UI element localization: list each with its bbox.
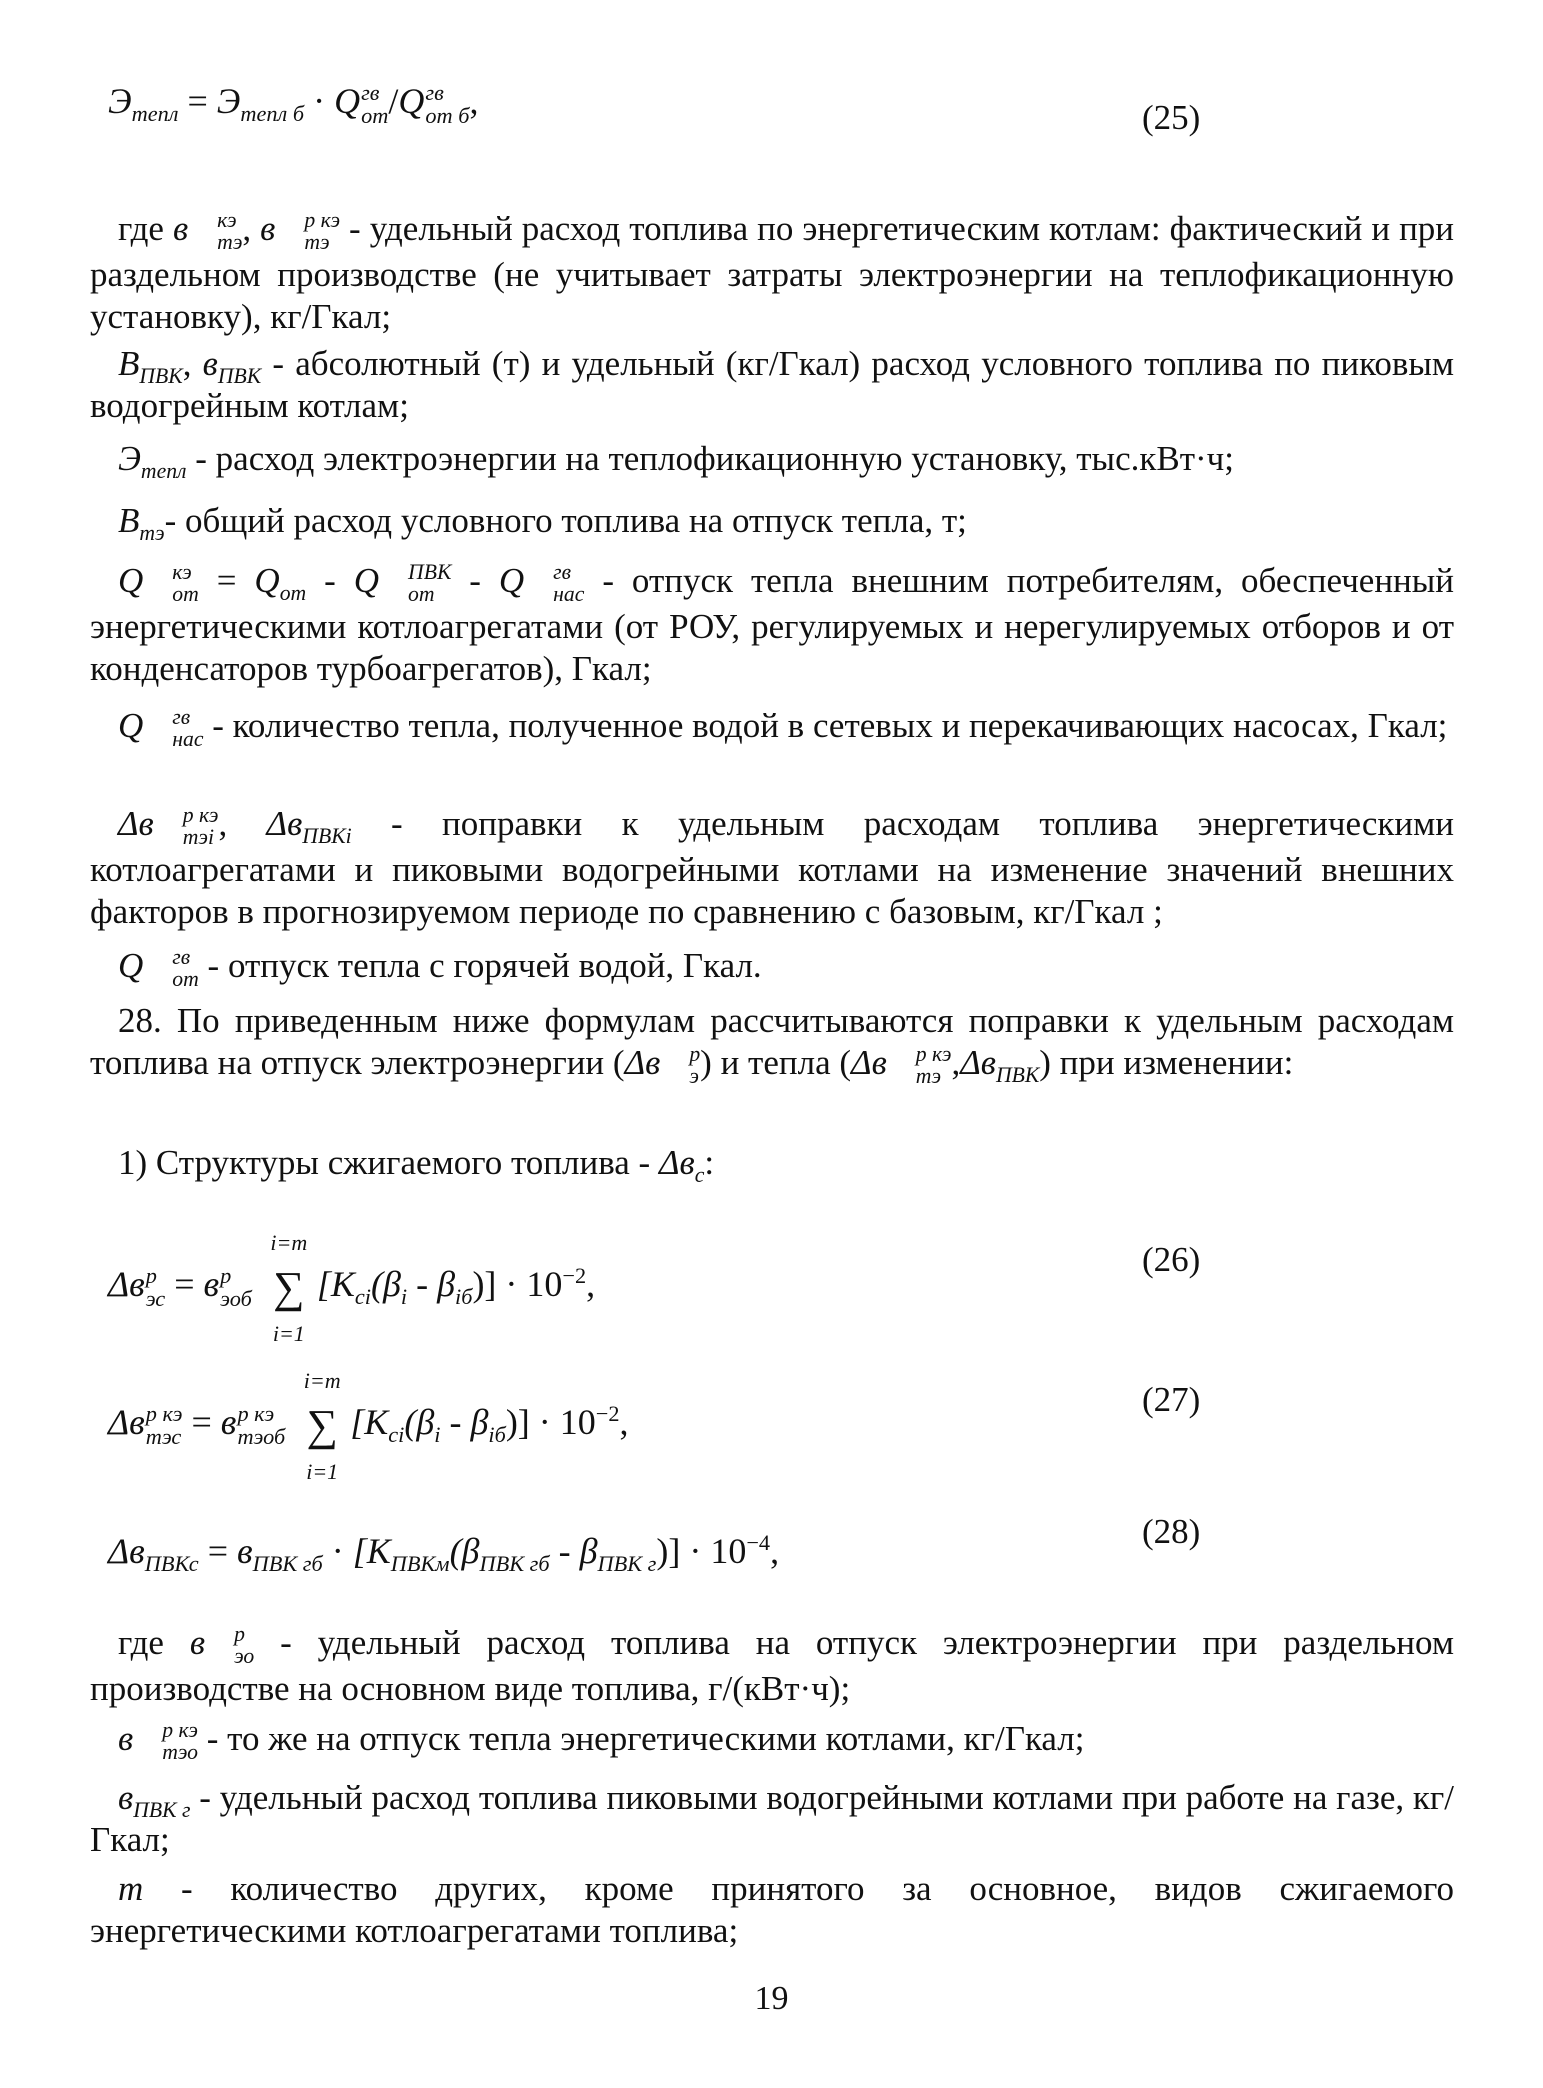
definition-paragraph: [90, 500, 1454, 545]
punctuation: ,: [242, 209, 252, 248]
superscript: р: [689, 1042, 701, 1067]
superscript: гв: [361, 80, 380, 106]
script-pair: [134, 1720, 198, 1763]
symbol: в: [172, 209, 189, 248]
operator: ·: [331, 1531, 344, 1571]
symbol: [K: [352, 1531, 391, 1571]
subscript: тэ: [304, 229, 330, 254]
definition-paragraph: [90, 945, 1454, 991]
subscript: с: [694, 1163, 705, 1187]
symbol: Δв: [624, 1043, 661, 1082]
equation-number-26: (26): [1142, 1240, 1201, 1279]
punctuation: ,: [218, 804, 228, 843]
text: где: [118, 209, 164, 248]
superscript: гв: [172, 945, 191, 970]
definition-text: - отпуск тепла с горячей водой, Гкал.: [207, 946, 762, 985]
symbol: в: [118, 1719, 134, 1758]
symbol: Q: [118, 946, 144, 985]
subscript: ПВКi: [302, 824, 352, 848]
symbol: β: [470, 1401, 489, 1442]
subscript: от: [172, 581, 199, 606]
subscript: ПВК гб: [479, 1551, 550, 1577]
symbol: Э: [216, 81, 241, 121]
superscript: р кэ: [237, 1401, 275, 1427]
subscript: ПВК г: [133, 1798, 191, 1822]
subscript: ПВК гб: [252, 1551, 323, 1577]
symbol: в: [237, 1531, 253, 1571]
definition-text: - удельный расход топлива пиковыми водогрейными котлами при работе на газе, кг/Гкал;: [90, 1778, 1455, 1859]
punctuation: ,: [182, 344, 192, 383]
superscript: ПВК: [408, 560, 452, 585]
superscript: гв: [172, 705, 191, 730]
definition-paragraph: [90, 1777, 1454, 1861]
definition-text: - отпуск тепла внешним потребителям, обеспеченный энергетическими котлоагрегатами (от РОУ, регулируемых и нерегулируемых отборов и от конденсаторов турбоагрегатов), Гкал;: [90, 561, 1455, 688]
script-pair: [206, 1624, 254, 1667]
equation-28: [108, 1530, 780, 1577]
symbol: (β: [404, 1401, 435, 1442]
symbol: в: [220, 1401, 237, 1442]
symbol: [K: [350, 1401, 389, 1442]
script-pair: [361, 82, 388, 127]
symbol: в: [118, 1778, 134, 1817]
sum-sign: ∑: [306, 1401, 338, 1450]
superscript: р кэ: [915, 1042, 952, 1067]
definition-paragraph: [90, 1868, 1454, 1952]
subscript: от: [279, 581, 307, 605]
definition-text: - расход электроэнергии на теплофикационную установку, тыс.кВт·ч;: [195, 439, 1234, 478]
operator: /: [388, 81, 399, 121]
definition-paragraph: [90, 1718, 1454, 1764]
symbol: Δв: [118, 804, 154, 843]
subscript: тепл: [131, 101, 179, 127]
equation-number-27: (27): [1142, 1380, 1201, 1419]
subscript: тэо: [162, 1739, 198, 1764]
symbol: β: [437, 1263, 456, 1304]
symbol: Δв: [658, 1143, 695, 1182]
script-pair: [144, 562, 199, 605]
section-28-paragraph: [90, 1000, 1454, 1088]
operator: -: [324, 561, 336, 600]
subscript: i: [434, 1421, 441, 1447]
bracket: )]: [505, 1401, 530, 1442]
sum-upper-limit: i=m: [303, 1368, 341, 1393]
punctuation: ,: [951, 1043, 961, 1082]
script-pair: [144, 707, 203, 750]
definition-text: - то же на отпуск тепла энергетическими котлами, кг/Гкал;: [206, 1719, 1085, 1758]
symbol: Q: [334, 81, 361, 121]
symbol: Q: [498, 561, 525, 600]
symbol: m: [118, 1869, 144, 1908]
subscript: iб: [455, 1283, 473, 1309]
bracket: )]: [656, 1531, 681, 1571]
subscript: сi: [354, 1283, 371, 1309]
definition-text: - количество тепла, полученное водой в сетевых и перекачивающих насосах, Гкал;: [212, 706, 1448, 745]
operator: =: [187, 81, 208, 121]
superscript: р кэ: [182, 803, 219, 828]
equation-26: [108, 1230, 596, 1346]
operator: =: [174, 1263, 195, 1304]
subscript: эс: [145, 1285, 166, 1311]
symbol: Q: [118, 561, 144, 600]
equation-27: [108, 1368, 629, 1484]
equation-25: [108, 80, 478, 127]
symbol: Э: [108, 81, 132, 121]
definition-paragraph: [90, 438, 1454, 483]
symbol: (β: [370, 1263, 401, 1304]
subscript: тэ: [217, 229, 243, 254]
symbol: Δв: [851, 1043, 887, 1082]
subscript: тепл: [140, 459, 187, 483]
superscript: р: [220, 1263, 232, 1289]
definition-paragraph: [90, 1622, 1454, 1710]
subscript: тэi: [182, 824, 214, 849]
subscript: э: [689, 1063, 699, 1088]
superscript: кэ: [172, 560, 192, 585]
symbol: Δв: [266, 804, 303, 843]
symbol: в: [202, 344, 218, 383]
exponent: −2: [562, 1262, 587, 1288]
definition-text: - абсолютный (т) и удельный (кг/Гкал) расход условного топлива по пиковым водогрейным котлам;: [90, 344, 1455, 425]
superscript: гв: [425, 80, 444, 106]
subscript: сi: [388, 1421, 405, 1447]
script-pair: [661, 1044, 700, 1087]
superscript: кэ: [217, 208, 237, 233]
operator: · 10: [689, 1531, 747, 1571]
summation: [294, 1368, 350, 1484]
symbol: Δв: [108, 1531, 145, 1571]
subscript: ПВКм: [390, 1551, 450, 1577]
symbol: Δв: [108, 1401, 145, 1442]
punctuation: ,: [770, 1531, 780, 1571]
superscript: р: [234, 1622, 245, 1647]
subscript: от: [361, 102, 389, 128]
symbol: Δв: [108, 1263, 145, 1304]
symbol: Q: [353, 561, 380, 600]
definition-text: - поправки к удельным расходам топлива энергетическими котлоагрегатами и пиковыми водогрейными котлами на изменение значений внешних факторов в прогнозируемом периоде по сравнению с базовым, кг/Гкал ;: [90, 804, 1455, 931]
exponent: −4: [746, 1530, 771, 1555]
script-pair: [155, 805, 219, 848]
subscript: ПВК: [139, 364, 183, 388]
subscript: тэ: [915, 1063, 942, 1088]
text: ) при изменении:: [1039, 1043, 1294, 1082]
operator: · 10: [505, 1263, 563, 1304]
symbol: Э: [118, 439, 141, 478]
subscript: тепл б: [240, 101, 305, 127]
equation-number-28: (28): [1142, 1512, 1201, 1551]
definition-paragraph: [90, 560, 1454, 690]
definition-paragraph: [90, 803, 1454, 933]
definition-text: - количество других, кроме принятого за основное, видов сжигаемого энергетическими котлоагрегатами топлива;: [90, 1869, 1454, 1950]
subscript: нас: [553, 581, 585, 606]
script-pair: [144, 947, 199, 990]
summation: [261, 1230, 317, 1346]
subscript: i: [400, 1283, 408, 1309]
operator: -: [469, 561, 481, 600]
operator: -: [449, 1401, 462, 1442]
punctuation: ,: [469, 81, 479, 121]
operator: ·: [313, 81, 326, 121]
superscript: р кэ: [145, 1401, 183, 1427]
equation-number-25: (25): [1142, 98, 1201, 137]
script-pair: [380, 562, 451, 605]
bracket: )]: [472, 1263, 497, 1304]
subscript: ПВКс: [144, 1551, 199, 1577]
definition-paragraph: [90, 343, 1454, 427]
symbol: (β: [449, 1531, 480, 1571]
script-pair: [146, 1403, 183, 1448]
script-pair: [237, 1403, 285, 1448]
symbol: В: [118, 344, 140, 383]
sum-lower-limit: i=1: [306, 1459, 339, 1484]
text: ) и тепла (: [700, 1043, 852, 1082]
superscript: р: [145, 1263, 157, 1289]
sum-sign: ∑: [273, 1263, 305, 1312]
operator: =: [216, 561, 237, 600]
text: 1) Структуры сжигаемого топлива -: [118, 1143, 651, 1182]
definition-text: - удельный расход топлива на отпуск электроэнергии при раздельном производстве на основном виде топлива, г/(кВт·ч);: [90, 1623, 1455, 1708]
subscript: от: [172, 966, 199, 991]
symbol: в: [203, 1263, 220, 1304]
script-pair: [189, 210, 242, 253]
symbol: Q: [254, 561, 280, 600]
punctuation: :: [704, 1143, 715, 1182]
script-pair: [525, 562, 584, 605]
operator: -: [416, 1263, 429, 1304]
definition-text: - удельный расход топлива по энергетическим котлам: фактический и при раздельном производстве (не учитывает затраты электроэнергии на теплофикационную установку), кг/Гкал;: [90, 209, 1455, 336]
subscript: тэс: [145, 1423, 182, 1449]
symbol: Q: [118, 706, 144, 745]
symbol: β: [579, 1531, 598, 1571]
symbol: в: [189, 1623, 206, 1662]
operator: · 10: [538, 1401, 596, 1442]
symbol: в: [260, 209, 276, 248]
symbol: Δв: [960, 1043, 996, 1082]
subscript: ПВК: [995, 1063, 1040, 1087]
subscript: от б: [425, 102, 470, 128]
symbol: Q: [398, 81, 425, 121]
punctuation: ,: [619, 1401, 629, 1442]
sum-lower-limit: i=1: [272, 1321, 305, 1346]
definition-paragraph: [90, 705, 1454, 751]
superscript: гв: [553, 560, 572, 585]
script-pair: [276, 210, 340, 253]
symbol: [K: [316, 1263, 355, 1304]
subscript: ПВК г: [597, 1551, 657, 1577]
operator: -: [558, 1531, 571, 1571]
operator: =: [191, 1401, 212, 1442]
exponent: −2: [595, 1400, 620, 1426]
text: 28. По приведенным ниже формулам рассчитываются поправки к удельным расходам топлива на отпуск электроэнергии (: [90, 1001, 1454, 1082]
text: где: [118, 1623, 164, 1662]
script-pair: [220, 1265, 252, 1310]
subscript: ПВК: [217, 364, 262, 388]
subscript: от: [408, 581, 435, 606]
symbol: В: [118, 501, 140, 540]
definition-paragraph: [90, 208, 1454, 338]
subscript: iб: [488, 1421, 506, 1447]
script-pair: [146, 1265, 165, 1310]
subscript: эо: [234, 1643, 255, 1668]
operator: =: [207, 1531, 228, 1571]
script-pair: [888, 1044, 952, 1087]
subscript: эоб: [220, 1285, 252, 1311]
sum-upper-limit: i=m: [270, 1230, 308, 1255]
subscript: тэоб: [237, 1423, 286, 1449]
subscript: нас: [172, 726, 204, 751]
subscript: тэ: [139, 521, 165, 545]
definition-text: - общий расход условного топлива на отпуск тепла, т;: [164, 501, 967, 540]
script-pair: [425, 82, 469, 127]
page-number: 19: [754, 1980, 789, 2017]
list-item-1: [90, 1142, 1454, 1187]
punctuation: ,: [586, 1263, 596, 1304]
superscript: р кэ: [162, 1718, 198, 1743]
superscript: р кэ: [304, 208, 341, 233]
